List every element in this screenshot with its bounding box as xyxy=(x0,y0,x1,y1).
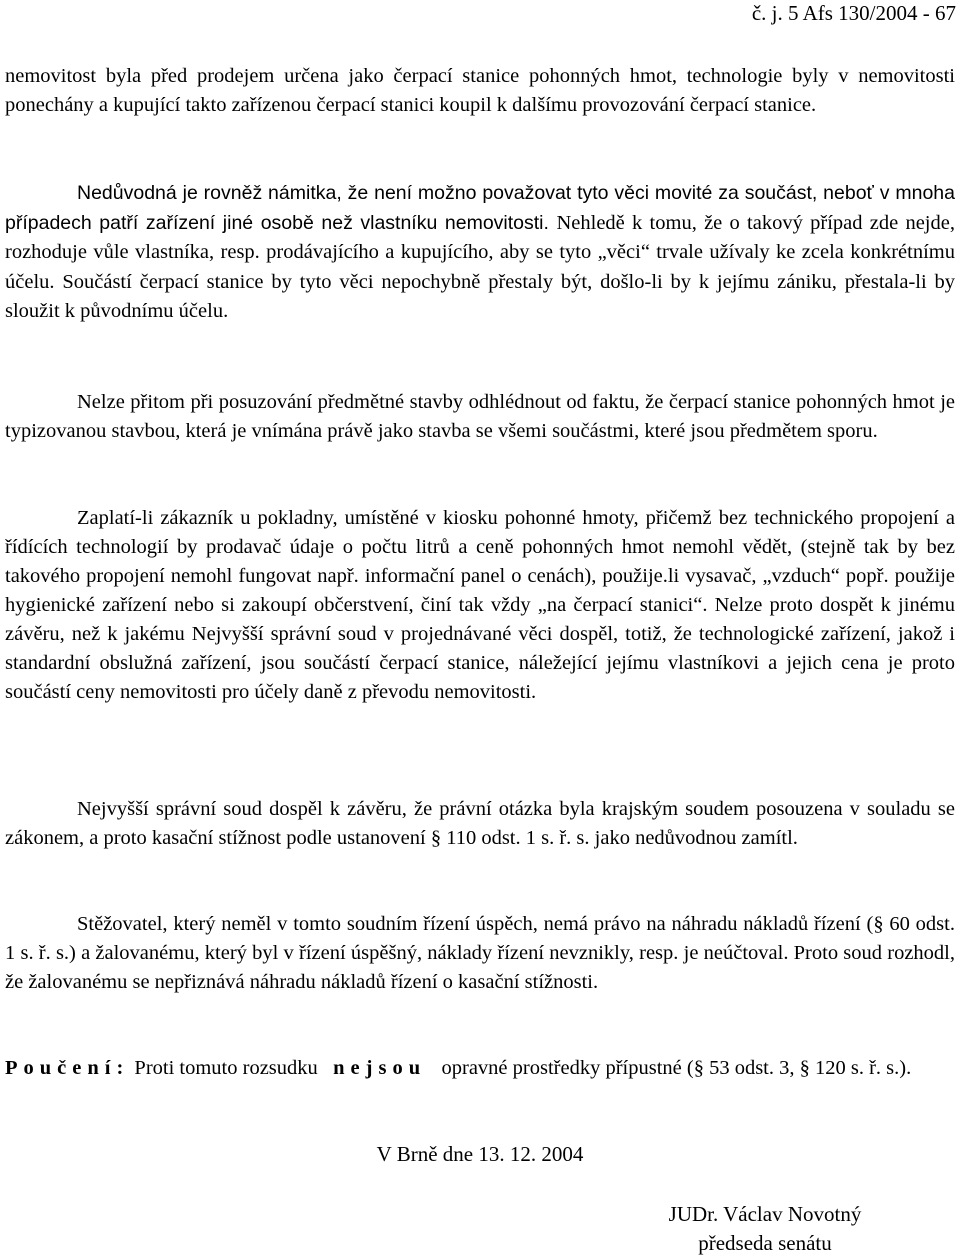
case-reference: č. j. 5 Afs 130/2004 - 67 xyxy=(751,1,956,25)
paragraph-3: Nelze přitom při posuzování předmětné stavby odhlédnout od faktu, že čerpací stanice pohonných hmot je typizovanou stavbou, která je vnímána právě jako stavba se všemi součástmi, které jsou předmětem sporu. xyxy=(5,391,955,442)
paragraph-2-serif: Nehledě k tomu, že o takový případ zde nejde, rozhoduje vůle vlastníka, resp. prodávajícího a kupujícího, aby se tyto „věci“ trvale užívaly ke zcela konkrétnímu účelu. Součástí čerpací stanice by tyto věci nepochybně přestaly být, došlo-li by k jejímu zániku, přestala-li by sloužit k původnímu účelu. xyxy=(5,211,955,322)
signature-role: předseda senátu xyxy=(698,1231,832,1255)
signature-name: JUDr. Václav Novotný xyxy=(668,1202,862,1226)
paragraph-6: Stěžovatel, který neměl v tomto soudním řízení úspěch, nemá právo na náhradu nákladů řízení (§ 60 odst. 1 s. ř. s.) a žalovanému, který byl v řízení úspěšný, náklady řízení nevznikly, resp. je neúčtoval. Proto soud rozhodl, že žalovanému se nepřiznává náhradu nákladů řízení o kasační stížnosti. xyxy=(5,913,955,993)
instruction-label: Poučení: xyxy=(5,1057,130,1079)
signature-block xyxy=(640,1200,890,1258)
paragraph-4: Zaplatí-li zákazník u pokladny, umístěné v kiosku pohonné hmoty, přičemž bez technického propojení a řídících technologií by prodavač údaje o počtu litrů a ceně pohonných hmot nemohl vědět, (stejně tak by bez takového propojení nemohl fungovat např. informační panel o cenách), použije.li vysavač, „vzduch“ popř. použije hygienické zařízení nebo si zakoupí občerstvení, činí tak vždy „na čerpací stanici“. Nelze proto dospět k jinému závěru, než k jakému Nejvyšší správní soud v projednávané věci dospěl, totiž, že technologické zařízení, jakož i standardní obslužná zařízení, jsou součástí čerpací stanice, náležející jejímu vlastníkovi a jejich cena je proto součástí ceny nemovitosti pro účely daně z převodu nemovitosti. xyxy=(5,507,955,703)
place-date: V Brně dne 13. 12. 2004 xyxy=(376,1142,584,1166)
instruction-emphasis: nejsou xyxy=(333,1057,427,1079)
instruction-text-a: Proti tomuto rozsudku xyxy=(134,1057,318,1079)
instruction-text-b: opravné prostředky přípustné (§ 53 odst. 3, § 120 s. ř. s.). xyxy=(441,1057,912,1079)
instruction-paragraph xyxy=(5,1054,955,1083)
paragraph-1: nemovitost byla před prodejem určena jako čerpací stanice pohonných hmot, technologie byly v nemovitosti ponechány a kupující takto zařízenou čerpací stanici koupil k dalšímu provozování čerpací stanice. xyxy=(5,65,955,116)
paragraph-5: Nejvyšší správní soud dospěl k závěru, že právní otázka byla krajským soudem posouzena v souladu se zákonem, a proto kasační stížnost podle ustanovení § 110 odst. 1 s. ř. s. jako nedůvodnou zamítl. xyxy=(5,798,955,849)
paragraph-2 xyxy=(5,179,955,327)
paragraph-2-sans: Nedůvodná je rovněž námitka, že není možno považovat tyto věci movité za součást, neboť v mnoha případech patří zařízení jiné osobě než vlastníku nemovitosti. xyxy=(5,182,955,234)
